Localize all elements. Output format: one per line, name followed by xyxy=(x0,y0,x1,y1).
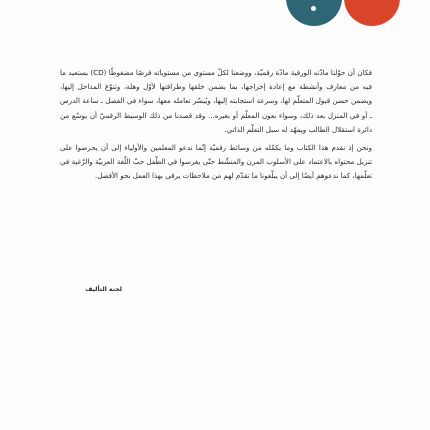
paragraph-2: ونحن إذ نقدم هذا الكتاب وما يكمّله من وسائط رقميّة إنّما ندعو المعلمين والأولياء إلى أن يحرصوا على تنزيل محتواه بالاعتماد على الأسلوب المرن والمنشّط حتّى يغرسوا في الطّفل حبّ اللّغة العربيّة والرّغبة في تعلّمها، كما ندعوهم أيضًا إلى أن يبلّغونا ما تقدّم لهم من ملاحظات يرقى بهذا العمل نحو الأفضل. xyxy=(60,143,372,181)
circle-dot xyxy=(311,6,316,11)
decorative-circle-teal xyxy=(286,0,342,26)
paragraph-1: فكان أن حوّلنا مادّته الورقية مادّة رقميّة، ووضعنا لكلّ مستوى من مستوياته قرصًا مضغوطًا (CD) يستعيد ما فيه من معارف وأنشطة مع إعادة إخراجها، بما يضمن خلقها وطرافتها لأوّل وهلة، وتنوّع المداخل إليها، ويضمن حسن قبول المتعلّم لها، وسرعة استجابته إليها، ويُيسّر تعامله معها، سواء في الفصل ـ ساعة الدرس ـ أو في المنزل بعد ذلك، وسواء بعون المعلّم أو بغيره... وقد قصدنا من ذلك الوسيط الرقميّ أن يوسّع من دائرة استقلال الطالب ويمهّد له سبل التعلّم الذاتي. xyxy=(60,68,373,134)
body-text xyxy=(60,66,372,184)
decorative-circle-orange xyxy=(344,0,400,26)
signature: لجنة التأليف xyxy=(85,286,122,293)
